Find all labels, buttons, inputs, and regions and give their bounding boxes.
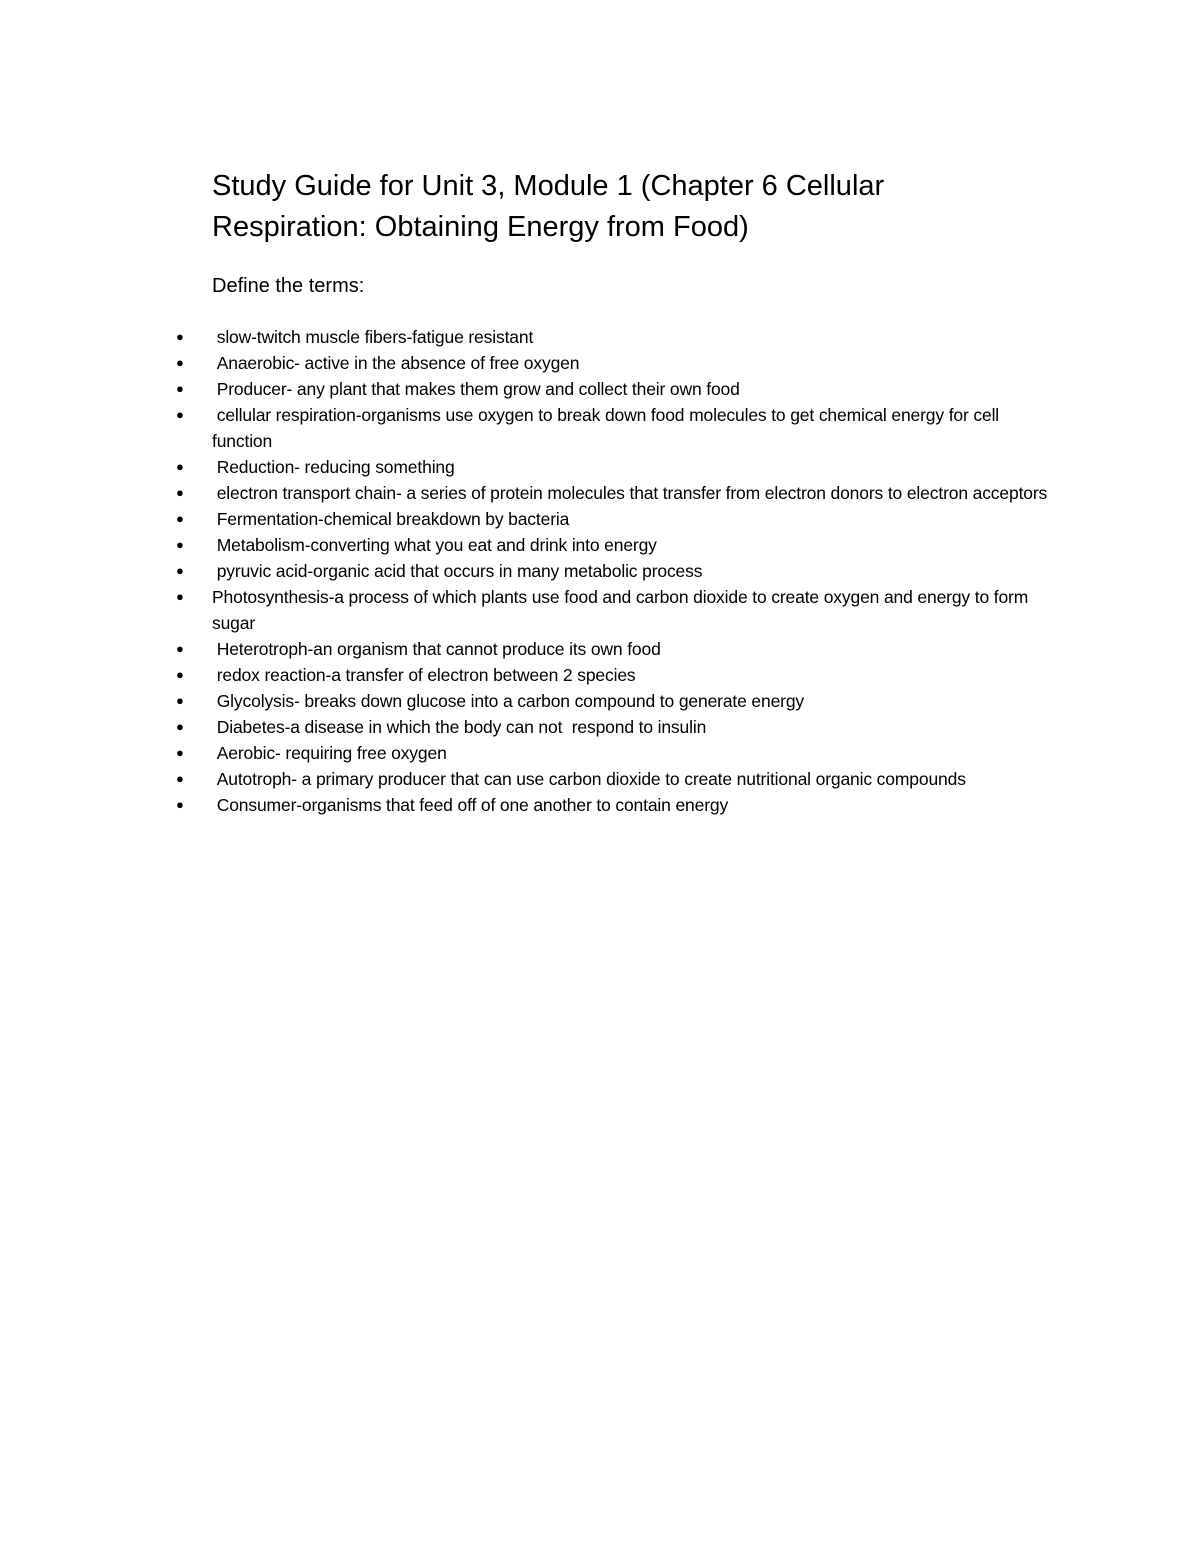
bullet-icon: ● (176, 693, 184, 708)
term-item (0, 350, 1052, 376)
term-item (0, 402, 1052, 454)
term-item (0, 740, 1052, 766)
term-text: slow-twitch muscle fibers-fatigue resistant (212, 327, 534, 347)
bullet-icon: ● (176, 355, 184, 370)
term-text: electron transport chain- a series of protein molecules that transfer from electron donors to electron acceptors (212, 483, 1048, 503)
term-item (0, 636, 1052, 662)
term-text: Autotroph- a primary producer that can use carbon dioxide to create nutritional organic compounds (212, 769, 966, 789)
bullet-icon: ● (176, 459, 184, 474)
term-item (0, 376, 1052, 402)
term-text: cellular respiration-organisms use oxygen to break down food molecules to get chemical energy for cell function (212, 405, 1004, 451)
bullet-icon: ● (176, 771, 184, 786)
bullet-icon: ● (176, 745, 184, 760)
term-item (0, 688, 1052, 714)
bullet-icon: ● (176, 563, 184, 578)
terms-list (0, 324, 1200, 818)
term-text: Consumer-organisms that feed off of one another to contain energy (212, 795, 729, 815)
term-item (0, 324, 1052, 350)
term-item (0, 662, 1052, 688)
term-item (0, 480, 1052, 506)
term-text: Diabetes-a disease in which the body can not respond to insulin (212, 717, 707, 737)
term-item (0, 532, 1052, 558)
bullet-icon: ● (176, 381, 184, 396)
term-text: Fermentation-chemical breakdown by bacteria (212, 509, 570, 529)
bullet-icon: ● (176, 589, 184, 604)
term-item (0, 792, 1052, 818)
term-item (0, 714, 1052, 740)
term-text: Metabolism-converting what you eat and drink into energy (212, 535, 657, 555)
term-item (0, 558, 1052, 584)
term-item (0, 766, 1052, 792)
bullet-icon: ● (176, 485, 184, 500)
bullet-icon: ● (176, 719, 184, 734)
term-text: Producer- any plant that makes them grow and collect their own food (212, 379, 740, 399)
section-instruction: Define the terms: (212, 275, 365, 297)
term-item (0, 584, 1052, 636)
term-text: Heterotroph-an organism that cannot produce its own food (212, 639, 661, 659)
bullet-icon: ● (176, 667, 184, 682)
term-text: Reduction- reducing something (212, 457, 455, 477)
term-text: redox reaction-a transfer of electron between 2 species (212, 665, 636, 685)
term-item (0, 506, 1052, 532)
term-item (0, 454, 1052, 480)
bullet-icon: ● (176, 797, 184, 812)
term-text: Photosynthesis-a process of which plants use food and carbon dioxide to create oxygen and energy to form sugar (212, 587, 1033, 633)
bullet-icon: ● (176, 641, 184, 656)
term-text: Anaerobic- active in the absence of free oxygen (212, 353, 580, 373)
bullet-icon: ● (176, 511, 184, 526)
bullet-icon: ● (176, 329, 184, 344)
document-title: Study Guide for Unit 3, Module 1 (Chapter 6 Cellular Respiration: Obtaining Energy from Food) (212, 170, 885, 243)
term-text: Aerobic- requiring free oxygen (212, 743, 447, 763)
bullet-icon: ● (176, 407, 184, 422)
term-text: pyruvic acid-organic acid that occurs in many metabolic process (212, 561, 703, 581)
term-text: Glycolysis- breaks down glucose into a carbon compound to generate energy (212, 691, 805, 711)
bullet-icon: ● (176, 537, 184, 552)
